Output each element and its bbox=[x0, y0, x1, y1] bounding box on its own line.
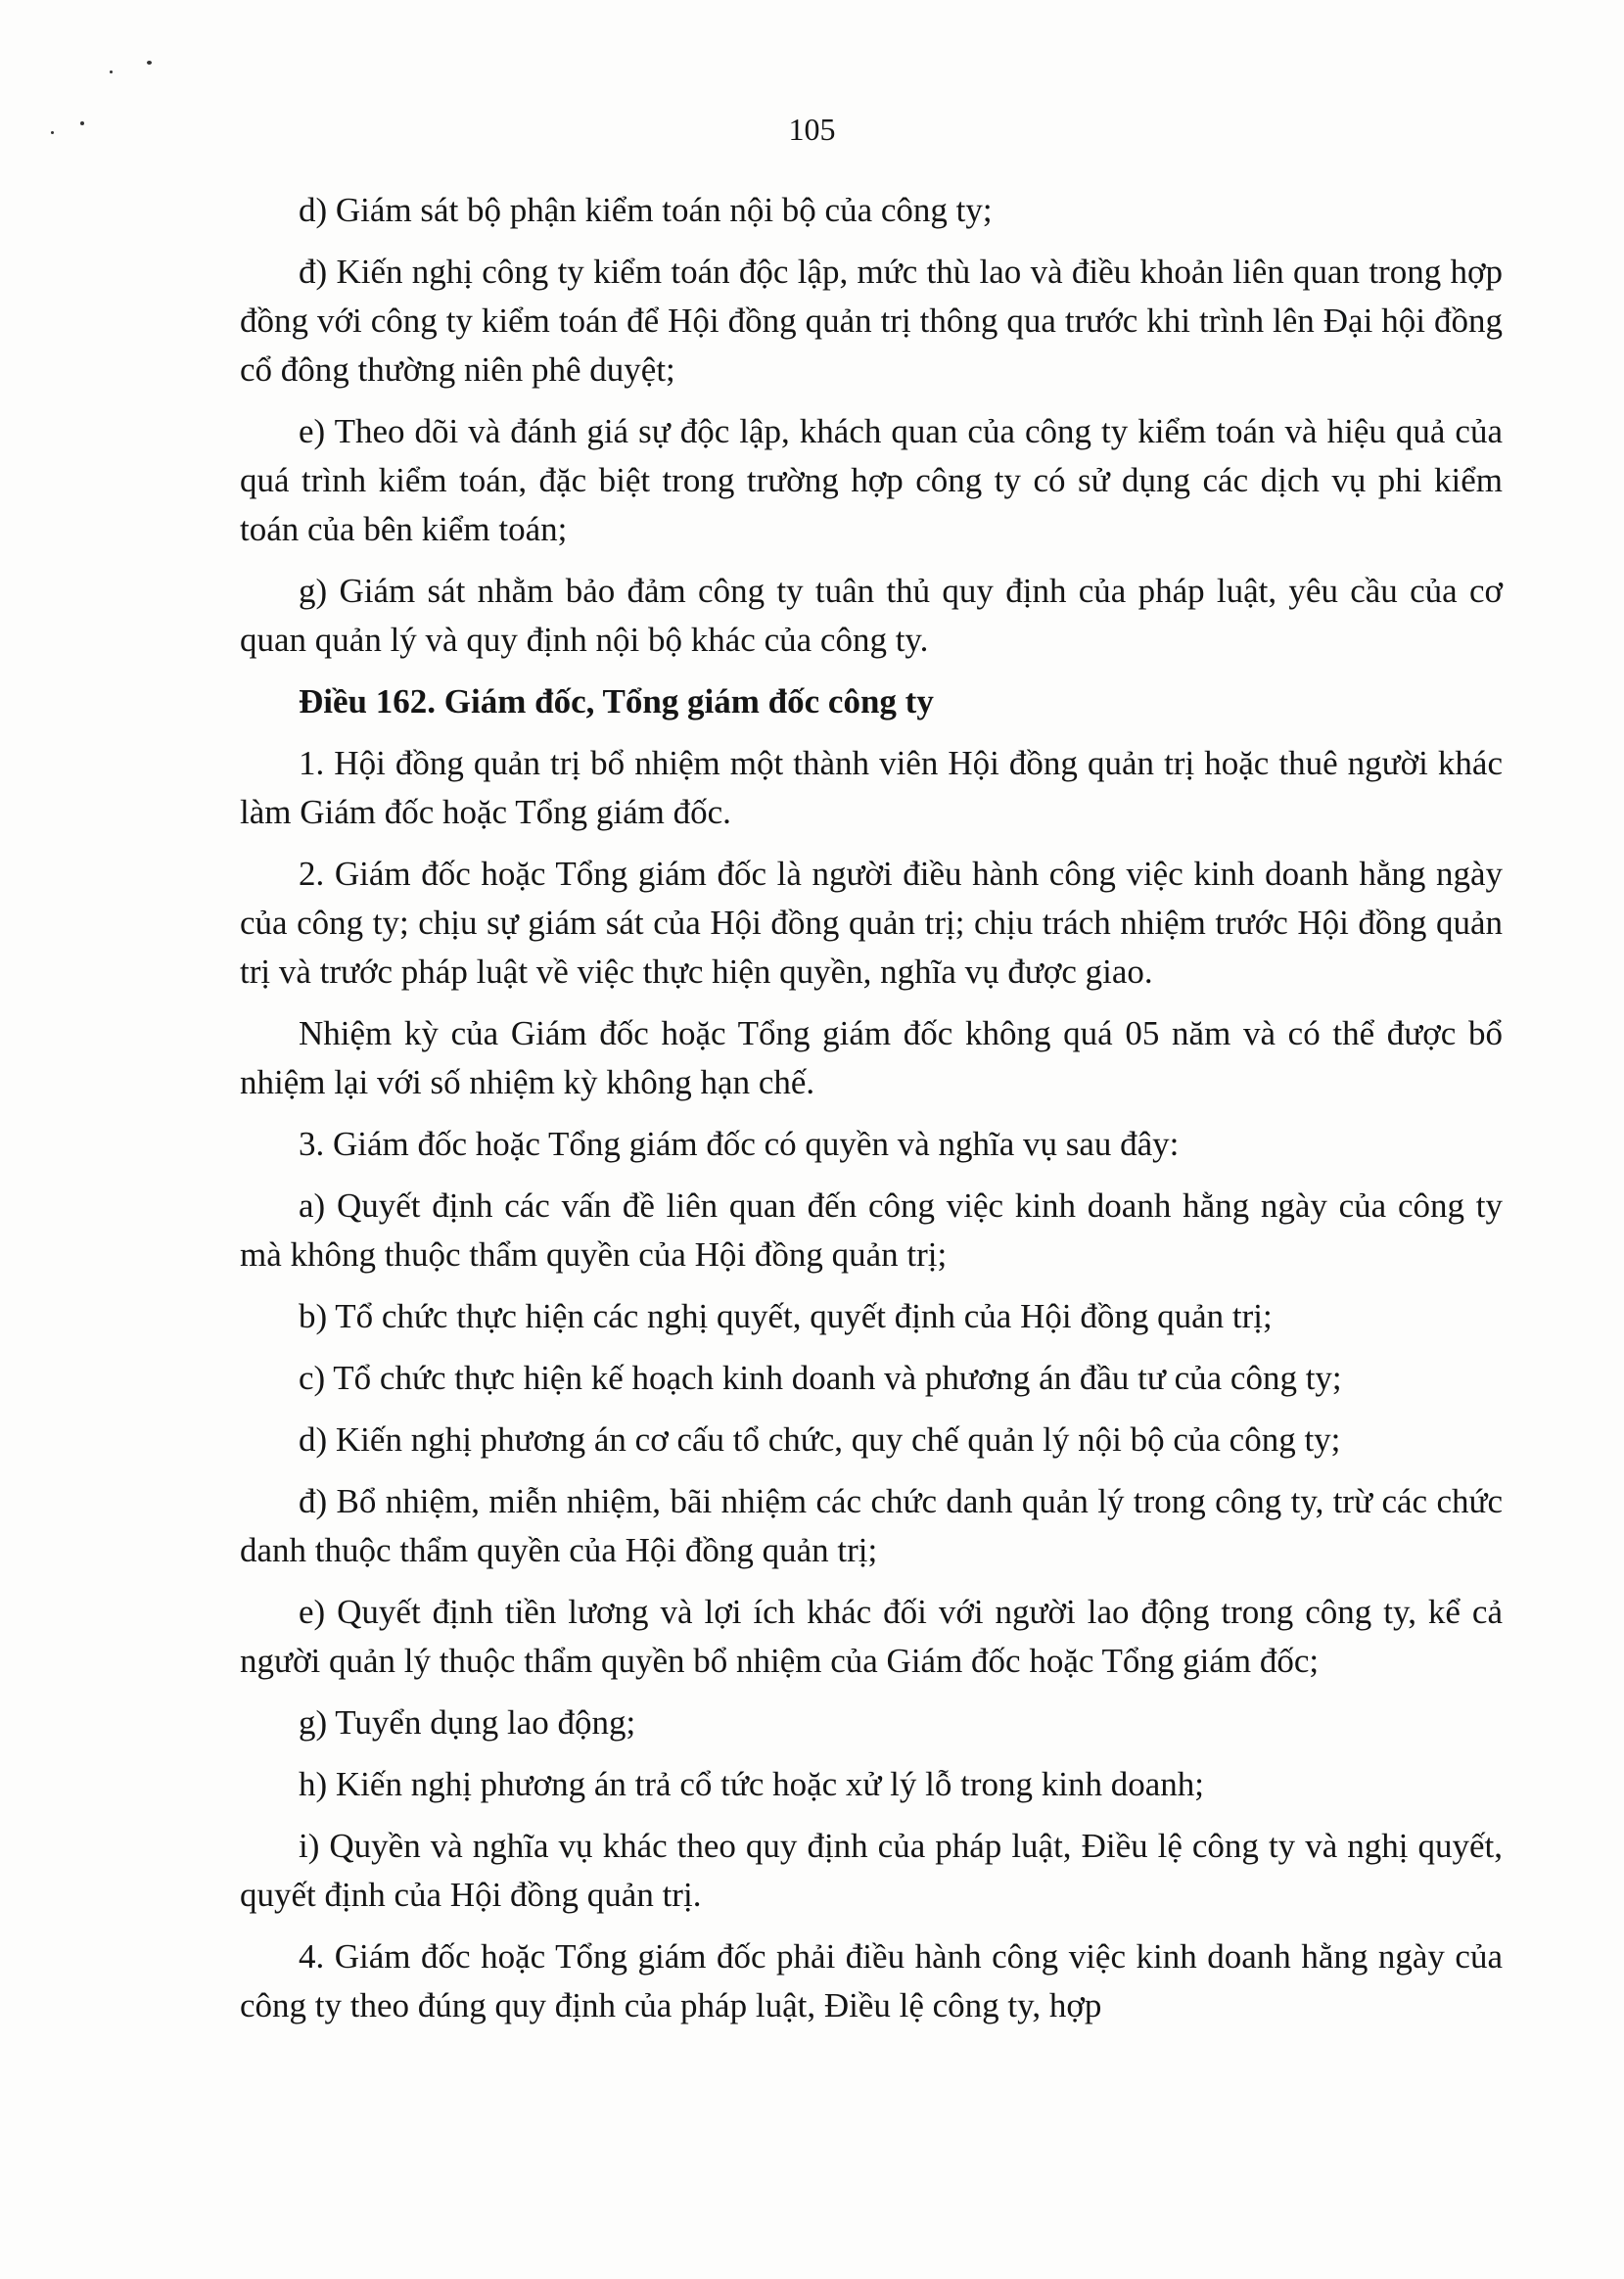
paragraph-item-b: b) Tổ chức thực hiện các nghị quyết, quyết định của Hội đồng quản trị; bbox=[299, 1297, 1273, 1335]
paragraph-clause-1: 1. Hội đồng quản trị bổ nhiệm một thành viên Hội đồng quản trị hoặc thuê người khác làm Giám đốc hoặc Tổng giám đốc. bbox=[240, 744, 1503, 831]
paragraph-item-a: a) Quyết định các vấn đề liên quan đến công việc kinh doanh hằng ngày của công ty mà không thuộc thẩm quyền của Hội đồng quản trị; bbox=[240, 1186, 1503, 1274]
paragraph-item-d: d) Giám sát bộ phận kiểm toán nội bộ của công ty; bbox=[299, 191, 993, 229]
page-number: 105 bbox=[788, 112, 836, 147]
article-heading: Điều 162. Giám đốc, Tổng giám đốc công ty bbox=[299, 682, 934, 721]
paragraph-item-dd: đ) Kiến nghị công ty kiểm toán độc lập, mức thù lao và điều khoản liên quan trong hợp đồng với công ty kiểm toán để Hội đồng quản trị thông qua trước khi trình lên Đại hội đồng cổ đông thường niên phê duyệt; bbox=[240, 253, 1503, 389]
paragraph-term: Nhiệm kỳ của Giám đốc hoặc Tổng giám đốc không quá 05 năm và có thể được bổ nhiệm lại với số nhiệm kỳ không hạn chế. bbox=[240, 1014, 1503, 1101]
paragraph-item-i: i) Quyền và nghĩa vụ khác theo quy định của pháp luật, Điều lệ công ty và nghị quyết, quyết định của Hội đồng quản trị. bbox=[240, 1827, 1503, 1914]
paragraph-clause-3: 3. Giám đốc hoặc Tổng giám đốc có quyền và nghĩa vụ sau đây: bbox=[299, 1125, 1180, 1163]
paragraph-item-g: g) Giám sát nhằm bảo đảm công ty tuân thủ quy định của pháp luật, yêu cầu của cơ quan quản lý và quy định nội bộ khác của công ty. bbox=[240, 572, 1503, 659]
document-body bbox=[240, 186, 1503, 2043]
paragraph-clause-4: 4. Giám đốc hoặc Tổng giám đốc phải điều hành công việc kinh doanh hằng ngày của công ty theo đúng quy định của pháp luật, Điều lệ công ty, hợp bbox=[240, 1937, 1503, 2024]
paragraph-clause-2: 2. Giám đốc hoặc Tổng giám đốc là người điều hành công việc kinh doanh hằng ngày của công ty; chịu sự giám sát của Hội đồng quản trị; chịu trách nhiệm trước Hội đồng quản trị và trước pháp luật về việc thực hiện quyền, nghĩa vụ được giao. bbox=[240, 855, 1503, 991]
paragraph-item-e2: e) Quyết định tiền lương và lợi ích khác đối với người lao động trong công ty, kể cả người quản lý thuộc thẩm quyền bổ nhiệm của Giám đốc hoặc Tổng giám đốc; bbox=[240, 1593, 1503, 1680]
paragraph-item-d2: d) Kiến nghị phương án cơ cấu tổ chức, quy chế quản lý nội bộ của công ty; bbox=[299, 1420, 1341, 1459]
paragraph-item-h: h) Kiến nghị phương án trả cổ tức hoặc xử lý lỗ trong kinh doanh; bbox=[299, 1765, 1204, 1803]
scan-speck bbox=[147, 61, 152, 65]
scan-speck bbox=[110, 70, 113, 73]
paragraph-item-e: e) Theo dõi và đánh giá sự độc lập, khách quan của công ty kiểm toán và hiệu quả của quá trình kiểm toán, đặc biệt trong trường hợp công ty có sử dụng các dịch vụ phi kiểm toán của bên kiểm toán; bbox=[240, 412, 1503, 548]
paragraph-item-c: c) Tổ chức thực hiện kế hoạch kinh doanh và phương án đầu tư của công ty; bbox=[299, 1359, 1342, 1397]
paragraph-item-g2: g) Tuyển dụng lao động; bbox=[299, 1703, 636, 1742]
paragraph-item-dd2: đ) Bổ nhiệm, miễn nhiệm, bãi nhiệm các chức danh quản lý trong công ty, trừ các chức danh thuộc thẩm quyền của Hội đồng quản trị; bbox=[240, 1482, 1503, 1569]
